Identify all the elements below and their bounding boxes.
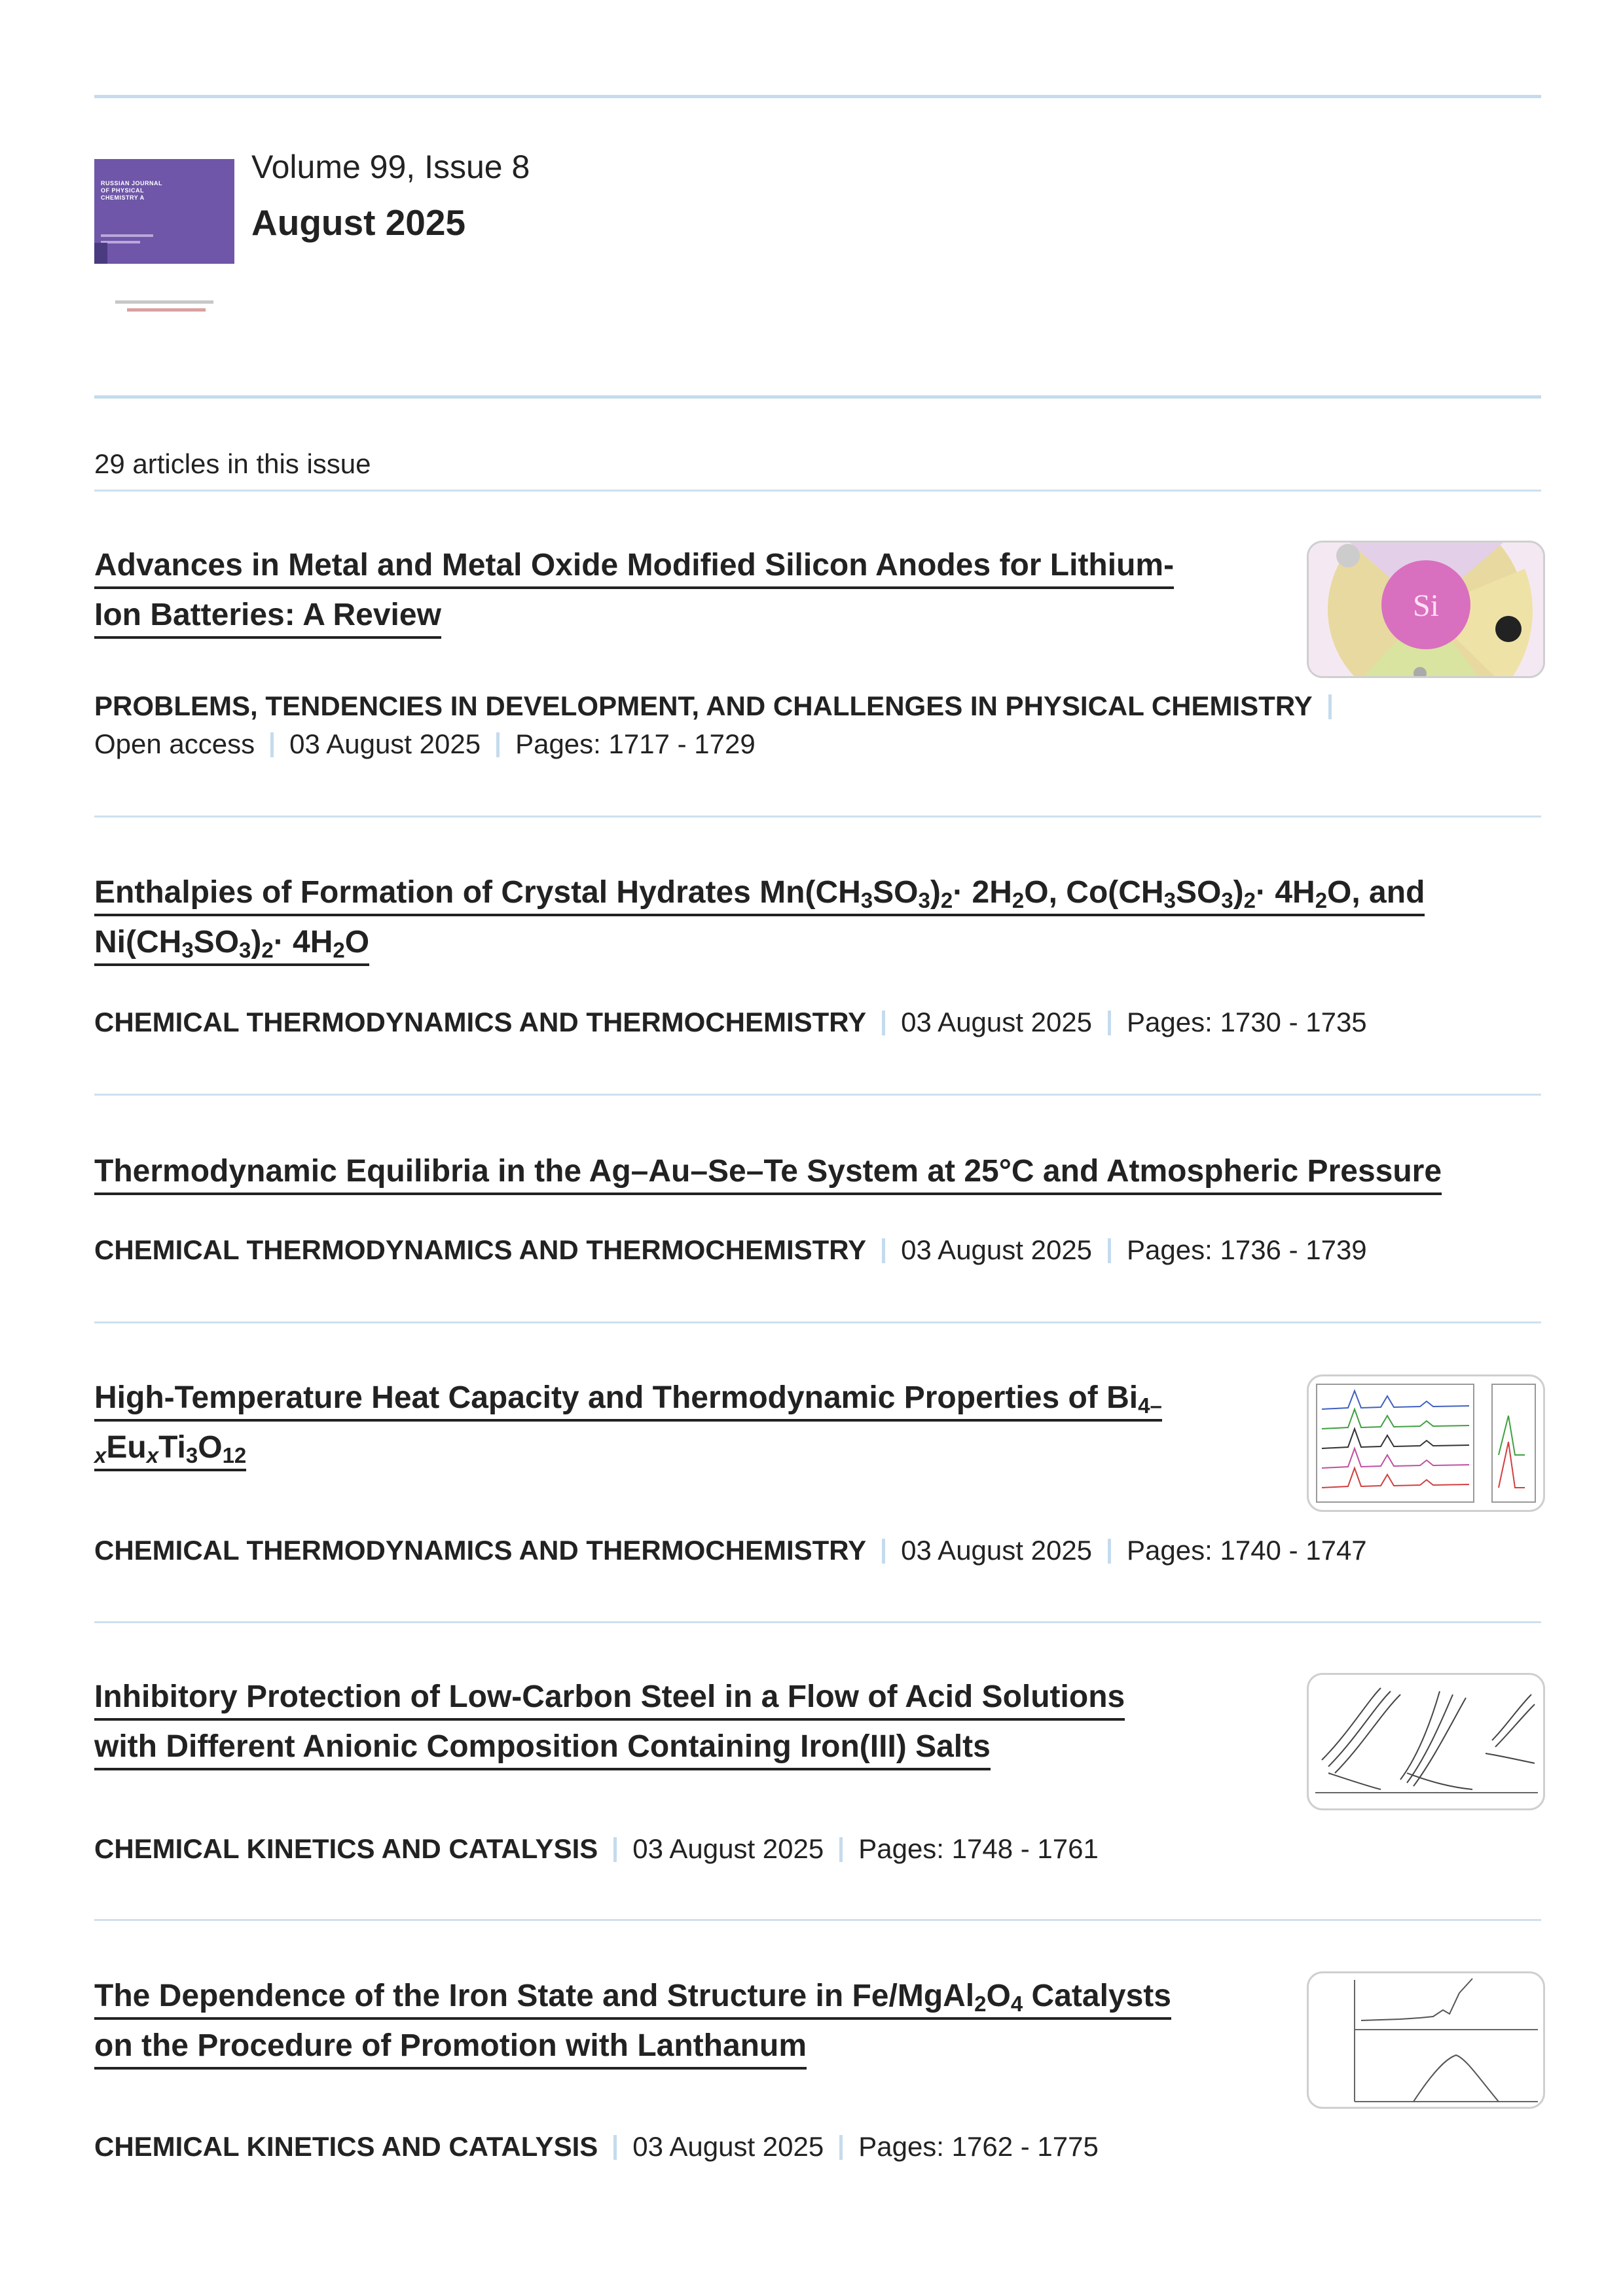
header-divider xyxy=(94,395,1541,399)
article-section: PROBLEMS, TENDENCIES IN DEVELOPMENT, AND CHALLENGES IN PHYSICAL CHEMISTRY xyxy=(94,691,1313,721)
article-date: 03 August 2025 xyxy=(289,728,481,759)
separator xyxy=(496,732,500,757)
article-section: CHEMICAL THERMODYNAMICS AND THERMOCHEMISTRY xyxy=(94,1535,867,1566)
article-section: CHEMICAL KINETICS AND CATALYSIS xyxy=(94,1833,598,1864)
article-divider xyxy=(94,1919,1541,1921)
separator xyxy=(1328,694,1332,719)
svg-text:Si: Si xyxy=(1412,588,1440,623)
article-title-link[interactable]: High-Temperature Heat Capacity and Thermodynamic Properties of $Bi_{4-}$ $_xEu_xTi_3O_{12}$ xyxy=(94,1373,1162,1473)
article-date: 03 August 2025 xyxy=(901,1007,1093,1037)
article-date: 03 August 2025 xyxy=(632,1833,824,1864)
open-access-label: Open access xyxy=(94,728,255,759)
separator xyxy=(613,1837,617,1862)
separator xyxy=(882,1539,885,1564)
cover-title: RUSSIAN JOURNAL OF PHYSICAL CHEMISTRY A xyxy=(101,180,162,201)
separator xyxy=(1108,1539,1111,1564)
separator xyxy=(1108,1238,1111,1263)
issue-volume: Volume 99, Issue 8 xyxy=(251,149,530,185)
separator xyxy=(839,1837,843,1862)
article-date: 03 August 2025 xyxy=(632,2131,824,2162)
article-pages: Pages: 1740 - 1747 xyxy=(1127,1535,1367,1566)
article-title-link[interactable]: The Dependence of the Iron State and Structure in $Fe/MgAl_2O_4$ Catalysts on the Procedure of Promotion with Lanthanum xyxy=(94,1971,1171,2071)
article-pages: Pages: 1736 - 1739 xyxy=(1127,1234,1367,1265)
article-section: CHEMICAL THERMODYNAMICS AND THERMOCHEMISTRY xyxy=(94,1234,867,1265)
silicon-anode-diagram xyxy=(1309,543,1543,676)
article-meta xyxy=(94,2128,1099,2166)
article-pages: Pages: 1717 - 1729 xyxy=(515,728,756,759)
article-divider xyxy=(94,1321,1541,1323)
article-title-link[interactable]: Inhibitory Protection of Low-Carbon Steel in a Flow of Acid Solutions with Different Anionic Composition Containing Iron(III) Salts xyxy=(94,1672,1125,1772)
article-date: 03 August 2025 xyxy=(901,1234,1093,1265)
article-count: 29 articles in this issue xyxy=(94,448,371,479)
article-title-link[interactable]: Thermodynamic Equilibria in the Ag–Au–Se–Te System at 25°C and Atmospheric Pressure xyxy=(94,1147,1442,1196)
separator xyxy=(613,2135,617,2160)
particle-size-chart xyxy=(1309,1973,1543,2107)
article-meta xyxy=(94,1830,1099,1868)
polarization-curves-chart xyxy=(1309,1675,1543,1808)
issue-date: August 2025 xyxy=(251,202,466,243)
article-section: CHEMICAL THERMODYNAMICS AND THERMOCHEMISTRY xyxy=(94,1007,867,1037)
article-meta xyxy=(94,1003,1367,1041)
separator xyxy=(839,2135,843,2160)
article-pages: Pages: 1748 - 1761 xyxy=(858,1833,1099,1864)
separator xyxy=(270,732,274,757)
article-divider xyxy=(94,816,1541,817)
article-title-link[interactable]: Advances in Metal and Metal Oxide Modified Silicon Anodes for Lithium- Ion Batteries: A Review xyxy=(94,541,1174,640)
separator xyxy=(882,1238,885,1263)
article-graphical-abstract[interactable] xyxy=(1307,541,1545,678)
article-graphical-abstract[interactable] xyxy=(1307,1971,1545,2109)
article-meta xyxy=(94,1231,1367,1269)
article-date: 03 August 2025 xyxy=(901,1535,1093,1566)
separator xyxy=(882,1011,885,1035)
article-title-link[interactable]: Enthalpies of Formation of Crystal Hydrates $Mn(CH_3SO_3)_2\cdot 2H_2O$, $Co(CH_3SO_3)_2\cdot 4H_2O$, and $Ni(CH_3SO_3)_2\cdot 4H_2O$ xyxy=(94,868,1425,967)
article-meta xyxy=(94,1532,1367,1570)
article-graphical-abstract[interactable] xyxy=(1307,1374,1545,1512)
article-divider xyxy=(94,1621,1541,1623)
article-pages: Pages: 1762 - 1775 xyxy=(858,2131,1099,2162)
top-divider xyxy=(94,95,1541,98)
xrd-pattern-chart xyxy=(1309,1376,1543,1510)
article-graphical-abstract[interactable] xyxy=(1307,1673,1545,1810)
separator xyxy=(1108,1011,1111,1035)
publisher-logo xyxy=(115,300,213,315)
article-pages: Pages: 1730 - 1735 xyxy=(1127,1007,1367,1037)
article-section: CHEMICAL KINETICS AND CATALYSIS xyxy=(94,2131,598,2162)
journal-cover-image[interactable] xyxy=(94,159,234,264)
article-meta xyxy=(94,687,1548,763)
article-divider xyxy=(94,1094,1541,1096)
list-divider xyxy=(94,490,1541,492)
